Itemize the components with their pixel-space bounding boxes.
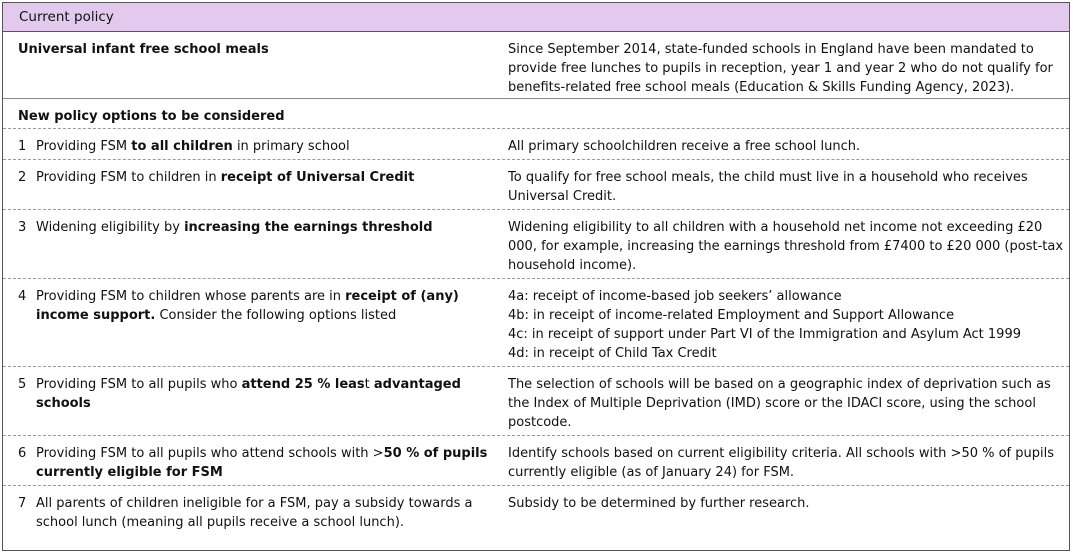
option-policy: Providing FSM to children in receipt of Universal Credit bbox=[36, 170, 415, 185]
option-details: Identify schools based on current eligibility criteria. All schools with >50 % of pupils currently eligible (as of January 24) for FSM. bbox=[508, 446, 1054, 480]
table-row bbox=[3, 486, 1069, 551]
header-title: Current policy bbox=[19, 9, 114, 25]
option-number: 2 bbox=[18, 170, 27, 185]
option-number: 3 bbox=[18, 220, 27, 235]
option-number: 5 bbox=[18, 377, 27, 392]
option-policy: Providing FSM to all children in primary school bbox=[36, 139, 350, 154]
option-number: 1 bbox=[18, 139, 27, 154]
table-row bbox=[3, 436, 1069, 486]
option-number: 4 bbox=[18, 289, 27, 304]
table-row bbox=[3, 367, 1069, 436]
list-item: 4a: receipt of income-based job seekers’ allowance bbox=[508, 289, 842, 304]
section-title: New policy options to be considered bbox=[18, 109, 285, 124]
option-details: All primary schoolchildren receive a free school lunch. bbox=[508, 139, 861, 154]
table-row bbox=[3, 160, 1069, 210]
option-number: 6 bbox=[18, 446, 27, 461]
table-row bbox=[3, 279, 1069, 367]
option-policy: Providing FSM to all pupils who attend schools with >50 % of pupils currently eligible for FSM bbox=[36, 446, 488, 480]
current-policy-description: Since September 2014, state-funded schools in England have been mandated to provide free lunches to pupils in reception, year 1 and year 2 who do not qualify for benefits-related free school meals (Education & Skills Funding Agency, 2023). bbox=[508, 42, 1053, 95]
option-policy: Providing FSM to children whose parents are in receipt of (any) income support. Consider the following options listed bbox=[36, 289, 459, 323]
option-details: Subsidy to be determined by further research. bbox=[508, 496, 810, 511]
list-item: 4c: in receipt of support under Part VI of the Immigration and Asylum Act 1999 bbox=[508, 327, 1021, 342]
section-row bbox=[3, 99, 1069, 129]
policy-table bbox=[2, 2, 1070, 551]
table-row bbox=[3, 129, 1069, 160]
list-item: 4d: in receipt of Child Tax Credit bbox=[508, 346, 717, 361]
current-policy-name: Universal infant free school meals bbox=[18, 42, 269, 57]
option-policy: Providing FSM to all pupils who attend 25 % least advantaged schools bbox=[36, 377, 461, 411]
option-details: To qualify for free school meals, the child must live in a household who receives Universal Credit. bbox=[508, 170, 1028, 204]
option-details: The selection of schools will be based on a geographic index of deprivation such as the Index of Multiple Deprivation (IMD) score or the IDACI score, using the school postcode. bbox=[508, 377, 1051, 430]
option-policy: All parents of children ineligible for a FSM, pay a subsidy towards a school lunch (meaning all pupils receive a school lunch). bbox=[36, 496, 473, 530]
option-details-list bbox=[508, 279, 1064, 366]
option-policy: Widening eligibility by increasing the earnings threshold bbox=[36, 220, 433, 235]
current-policy-row bbox=[3, 32, 1069, 99]
option-details: Widening eligibility to all children with a household net income not exceeding £20 000, for example, increasing the earnings threshold from £7400 to £20 000 (post-tax household income). bbox=[508, 220, 1064, 273]
table-row bbox=[3, 210, 1069, 279]
option-number: 7 bbox=[18, 496, 27, 511]
list-item: 4b: in receipt of income-related Employment and Support Allowance bbox=[508, 308, 955, 323]
table-header bbox=[3, 3, 1069, 32]
